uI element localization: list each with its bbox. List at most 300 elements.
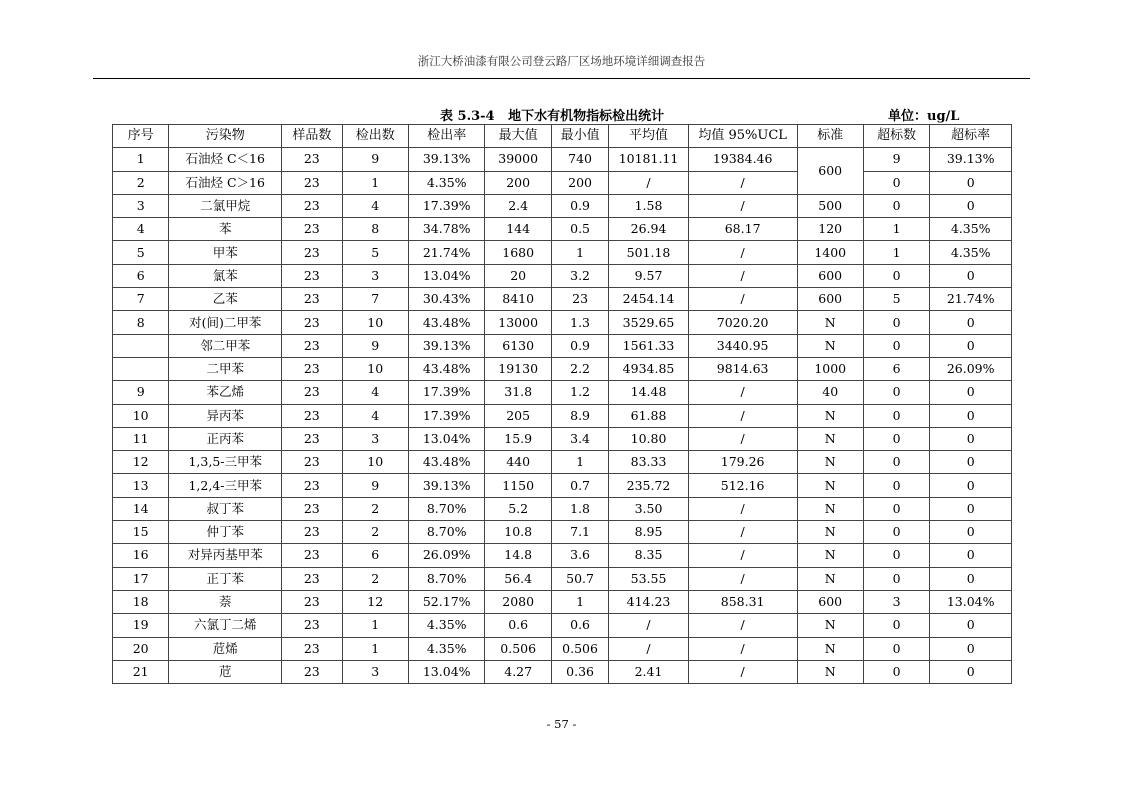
table-cell: / [688,427,797,450]
table-cell: 23 [282,148,342,171]
table-row [113,590,1012,613]
table-cell: / [609,637,689,660]
column-header: 超标数 [863,125,929,148]
table-cell: 0 [930,334,1012,357]
table-cell: 正丙苯 [169,427,282,450]
table-cell: 1 [863,218,929,241]
table-row [113,567,1012,590]
table-cell: 4.35% [930,241,1012,264]
table-cell: 1.3 [551,311,608,334]
table-cell: 9 [863,148,929,171]
table-cell: 200 [551,171,608,194]
table-cell: 23 [282,171,342,194]
table-cell: 8.95 [609,521,689,544]
table-cell: / [688,567,797,590]
table-cell: 1,3,5-三甲苯 [169,451,282,474]
table-cell: 0 [863,194,929,217]
table-cell: N [797,427,863,450]
table-cell: / [688,288,797,311]
table-cell: 26.09% [408,544,485,567]
table-cell: 21.74% [930,288,1012,311]
table-header-row [113,125,1012,148]
table-cell: 23 [282,590,342,613]
table-cell: 1 [551,590,608,613]
header-rule [93,78,1030,79]
table-cell: 23 [282,218,342,241]
table-cell: 0 [863,451,929,474]
table-cell: 17 [113,567,169,590]
table-cell: / [688,660,797,683]
table-cell: 23 [282,427,342,450]
table-cell: 2 [342,521,408,544]
table-cell: 235.72 [609,474,689,497]
column-header: 最大值 [485,125,551,148]
table-cell: / [688,544,797,567]
table-cell: / [688,404,797,427]
table-cell: 1400 [797,241,863,264]
table-row [113,264,1012,287]
table-cell: 39000 [485,148,551,171]
table-cell: 14 [113,497,169,520]
table-cell: 0 [863,381,929,404]
table-cell: 50.7 [551,567,608,590]
table-row [113,171,1012,194]
column-header: 均值 95%UCL [688,125,797,148]
table-cell: 0.506 [551,637,608,660]
table-cell: 23 [282,264,342,287]
table-cell: N [797,660,863,683]
table-cell: 苯 [169,218,282,241]
table-cell: 12 [342,590,408,613]
table-cell: 8.35 [609,544,689,567]
table-cell: 15.9 [485,427,551,450]
table-cell: 0 [930,567,1012,590]
table-cell: 对(间)二甲苯 [169,311,282,334]
table-cell: N [797,404,863,427]
table-cell: 31.8 [485,381,551,404]
column-header: 样品数 [282,125,342,148]
table-cell: 23 [282,474,342,497]
table-cell: 0 [863,404,929,427]
table-cell: 17.39% [408,381,485,404]
table-cell: 43.48% [408,451,485,474]
table-cell: 20 [113,637,169,660]
table-cell: 52.17% [408,590,485,613]
table-cell: 19 [113,614,169,637]
table-cell: 3.50 [609,497,689,520]
table-cell: 0 [930,427,1012,450]
table-cell: 2454.14 [609,288,689,311]
table-cell: 4 [342,404,408,427]
table-cell: N [797,544,863,567]
table-cell: 1 [863,241,929,264]
table-cell: 23 [551,288,608,311]
table-cell: 0 [863,264,929,287]
table-cell: 仲丁苯 [169,521,282,544]
table-cell: 4.27 [485,660,551,683]
table-cell: 39.13% [408,474,485,497]
table-cell: 18 [113,590,169,613]
table-cell: 20 [485,264,551,287]
column-header: 平均值 [609,125,689,148]
table-row [113,497,1012,520]
column-header: 检出数 [342,125,408,148]
table-cell: 0.36 [551,660,608,683]
table-cell: 205 [485,404,551,427]
column-header: 序号 [113,125,169,148]
column-header: 最小值 [551,125,608,148]
table-cell: 23 [282,311,342,334]
table-cell: 1 [113,148,169,171]
table-cell: 0 [863,311,929,334]
table-cell: 异丙苯 [169,404,282,427]
table-cell: N [797,474,863,497]
table-cell: 0 [863,171,929,194]
table-cell: 120 [797,218,863,241]
table-cell: 23 [282,334,342,357]
table-cell: 14.8 [485,544,551,567]
table-cell: / [688,637,797,660]
table-cell: 19384.46 [688,148,797,171]
groundwater-organics-table [112,124,1012,684]
table-cell: 3 [342,264,408,287]
table-cell: N [797,451,863,474]
table-row [113,637,1012,660]
table-cell: 2 [113,171,169,194]
table-cell: 5 [342,241,408,264]
table-cell: 39.13% [408,148,485,171]
table-cell: 0 [930,637,1012,660]
table-cell: 3 [863,590,929,613]
table-cell: 苊烯 [169,637,282,660]
table-cell: 8 [113,311,169,334]
table-cell: 858.31 [688,590,797,613]
table-row [113,334,1012,357]
table-row [113,218,1012,241]
table-cell: 1 [342,637,408,660]
table-row [113,521,1012,544]
table-cell: 0.506 [485,637,551,660]
table-row [113,544,1012,567]
table-cell: 8410 [485,288,551,311]
table-cell: 苊 [169,660,282,683]
table-cell: 1 [342,171,408,194]
table-cell: 21 [113,660,169,683]
table-cell: 10181.11 [609,148,689,171]
table-cell: N [797,334,863,357]
table-cell: 13 [113,474,169,497]
table-cell: 邻二甲苯 [169,334,282,357]
table-cell: N [797,567,863,590]
table-cell: 10.80 [609,427,689,450]
table-cell: 13.04% [408,427,485,450]
table-cell: 二氯甲烷 [169,194,282,217]
table-cell: 0 [863,427,929,450]
table-cell: 1.58 [609,194,689,217]
table-cell: 0 [863,497,929,520]
table-cell: 12 [113,451,169,474]
table-cell: 4.35% [408,637,485,660]
table-cell: 8.70% [408,521,485,544]
table-cell: / [688,497,797,520]
table-cell: 61.88 [609,404,689,427]
table-row [113,311,1012,334]
column-header: 污染物 [169,125,282,148]
table-cell: 23 [282,194,342,217]
table-cell: 7020.20 [688,311,797,334]
table-cell: 2 [342,567,408,590]
table-cell: 53.55 [609,567,689,590]
table-cell: 4 [113,218,169,241]
table-cell: 7.1 [551,521,608,544]
table-cell: 3.2 [551,264,608,287]
table-row [113,148,1012,171]
table-cell: 6 [863,357,929,380]
table-cell: 23 [282,451,342,474]
table-cell: 26.09% [930,357,1012,380]
table-cell: 2.2 [551,357,608,380]
table-cell: / [688,241,797,264]
table-cell [113,334,169,357]
table-cell: 8 [342,218,408,241]
table-cell: 0.7 [551,474,608,497]
table-cell: 23 [282,637,342,660]
table-cell: 600 [797,288,863,311]
table-cell: 0 [863,660,929,683]
table-cell: 4.35% [408,614,485,637]
table-cell: 0 [863,614,929,637]
table-row [113,288,1012,311]
table-cell: 4 [342,381,408,404]
table-cell: 1150 [485,474,551,497]
table-cell: 83.33 [609,451,689,474]
table-cell: 石油烃 C＞16 [169,171,282,194]
table-cell: N [797,637,863,660]
table-cell: 9 [113,381,169,404]
table-row [113,474,1012,497]
table-caption: 表 5.3-4 地下水有机物指标检出统计 [440,109,665,124]
table-cell: 0 [930,171,1012,194]
table-cell: 0 [930,614,1012,637]
table-cell: 26.94 [609,218,689,241]
table-cell: 43.48% [408,357,485,380]
table-cell: 2.41 [609,660,689,683]
table-cell: 23 [282,521,342,544]
table-cell: 30.43% [408,288,485,311]
table-cell: / [688,194,797,217]
table-cell: 石油烃 C＜16 [169,148,282,171]
table-cell: 14.48 [609,381,689,404]
table-body [113,148,1012,684]
table-cell: N [797,614,863,637]
table-cell: 1000 [797,357,863,380]
column-header: 标准 [797,125,863,148]
table-cell: 39.13% [408,334,485,357]
table-cell: 23 [282,614,342,637]
table-cell: 4934.85 [609,357,689,380]
table-cell: 3529.65 [609,311,689,334]
table-cell: 512.16 [688,474,797,497]
table-cell: 9 [342,148,408,171]
table-cell: 1.2 [551,381,608,404]
table-cell: 23 [282,544,342,567]
table-cell: 1 [342,614,408,637]
table-row [113,381,1012,404]
table-row [113,427,1012,450]
table-cell: 3 [342,427,408,450]
table-cell: 56.4 [485,567,551,590]
table-cell: 2.4 [485,194,551,217]
table-cell: 0 [930,264,1012,287]
table-cell: / [688,381,797,404]
table-cell: 0.9 [551,194,608,217]
table-cell: 0.9 [551,334,608,357]
table-cell: 8.70% [408,497,485,520]
table-cell: 对异丙基甲苯 [169,544,282,567]
table-cell: 0 [863,637,929,660]
table-cell: 440 [485,451,551,474]
table-cell: 21.74% [408,241,485,264]
table-cell: 0.5 [551,218,608,241]
table-row [113,241,1012,264]
table-cell: 氯苯 [169,264,282,287]
table-cell: 13.04% [930,590,1012,613]
table-cell: 4.35% [930,218,1012,241]
table-cell: N [797,497,863,520]
table-cell: 600 [797,590,863,613]
table-cell: 13.04% [408,660,485,683]
table-cell: 23 [282,357,342,380]
table-cell: 0 [930,497,1012,520]
table-cell: 5 [863,288,929,311]
table-cell: 501.18 [609,241,689,264]
table-cell: 9.57 [609,264,689,287]
table-cell: 8.70% [408,567,485,590]
table-cell: 六氯丁二烯 [169,614,282,637]
table-cell: 0 [930,451,1012,474]
table-cell: 23 [282,497,342,520]
table-cell: 144 [485,218,551,241]
table-cell: 23 [282,567,342,590]
table-cell: 13.04% [408,264,485,287]
table-cell: 740 [551,148,608,171]
table-cell: 10 [342,451,408,474]
table-cell: 0 [930,544,1012,567]
table-cell: / [688,614,797,637]
table-cell: 23 [282,241,342,264]
table-cell: 16 [113,544,169,567]
table-cell: 0 [930,311,1012,334]
table-cell: 19130 [485,357,551,380]
table-cell: 13000 [485,311,551,334]
table-cell: 6130 [485,334,551,357]
table-cell: 17.39% [408,404,485,427]
table-cell: 6 [113,264,169,287]
table-cell: 10.8 [485,521,551,544]
table-row [113,194,1012,217]
table-cell: 68.17 [688,218,797,241]
table-cell: 7 [342,288,408,311]
table-cell: 9814.63 [688,357,797,380]
table-cell: 200 [485,171,551,194]
table-cell: 9 [342,334,408,357]
table-cell: 179.26 [688,451,797,474]
table-cell: / [609,171,689,194]
table-cell: 39.13% [930,148,1012,171]
table-cell: 1680 [485,241,551,264]
column-header: 检出率 [408,125,485,148]
table-cell: 10 [113,404,169,427]
column-header: 超标率 [930,125,1012,148]
table-cell: 0 [930,660,1012,683]
table-cell: 4.35% [408,171,485,194]
page-number: - 57 - [546,717,577,731]
table-cell: 甲苯 [169,241,282,264]
table-cell [113,357,169,380]
table-cell: 0 [930,381,1012,404]
table-cell: 0 [863,567,929,590]
table-cell: 15 [113,521,169,544]
table-cell: 2 [342,497,408,520]
table-cell: 10 [342,357,408,380]
table-cell: 500 [797,194,863,217]
table-cell: 1 [551,451,608,474]
table-cell: 1561.33 [609,334,689,357]
table-cell: 2080 [485,590,551,613]
table-cell: 23 [282,288,342,311]
table-cell: / [609,614,689,637]
table-cell: 0 [930,521,1012,544]
table-cell: / [688,521,797,544]
table-row [113,451,1012,474]
table-cell: 7 [113,288,169,311]
table-row [113,660,1012,683]
table-cell: 23 [282,381,342,404]
table-cell: 600 [797,148,863,195]
table-cell: 0 [930,194,1012,217]
table-row [113,614,1012,637]
table-cell: N [797,311,863,334]
table-cell: 23 [282,404,342,427]
table-cell: 17.39% [408,194,485,217]
table-cell: 0.6 [551,614,608,637]
table-cell: 43.48% [408,311,485,334]
table-cell: 11 [113,427,169,450]
table-cell: 6 [342,544,408,567]
table-cell: 3.6 [551,544,608,567]
table-cell: 5.2 [485,497,551,520]
table-cell: 5 [113,241,169,264]
table-cell: 3440.95 [688,334,797,357]
table-cell: 1.8 [551,497,608,520]
table-cell: 苯乙烯 [169,381,282,404]
table-cell: 40 [797,381,863,404]
table-cell: N [797,521,863,544]
running-header: 浙江大桥油漆有限公司登云路厂区场地环境详细调查报告 [417,54,706,68]
table-cell: 萘 [169,590,282,613]
table-cell: 0.6 [485,614,551,637]
table-cell: 9 [342,474,408,497]
table-cell: 0 [863,521,929,544]
table-cell: 4 [342,194,408,217]
table-cell: 0 [863,544,929,567]
table-cell: 0 [863,334,929,357]
table-cell: / [688,171,797,194]
table-cell: 1 [551,241,608,264]
table-cell: 10 [342,311,408,334]
table-cell: 3 [113,194,169,217]
table-cell: 23 [282,660,342,683]
